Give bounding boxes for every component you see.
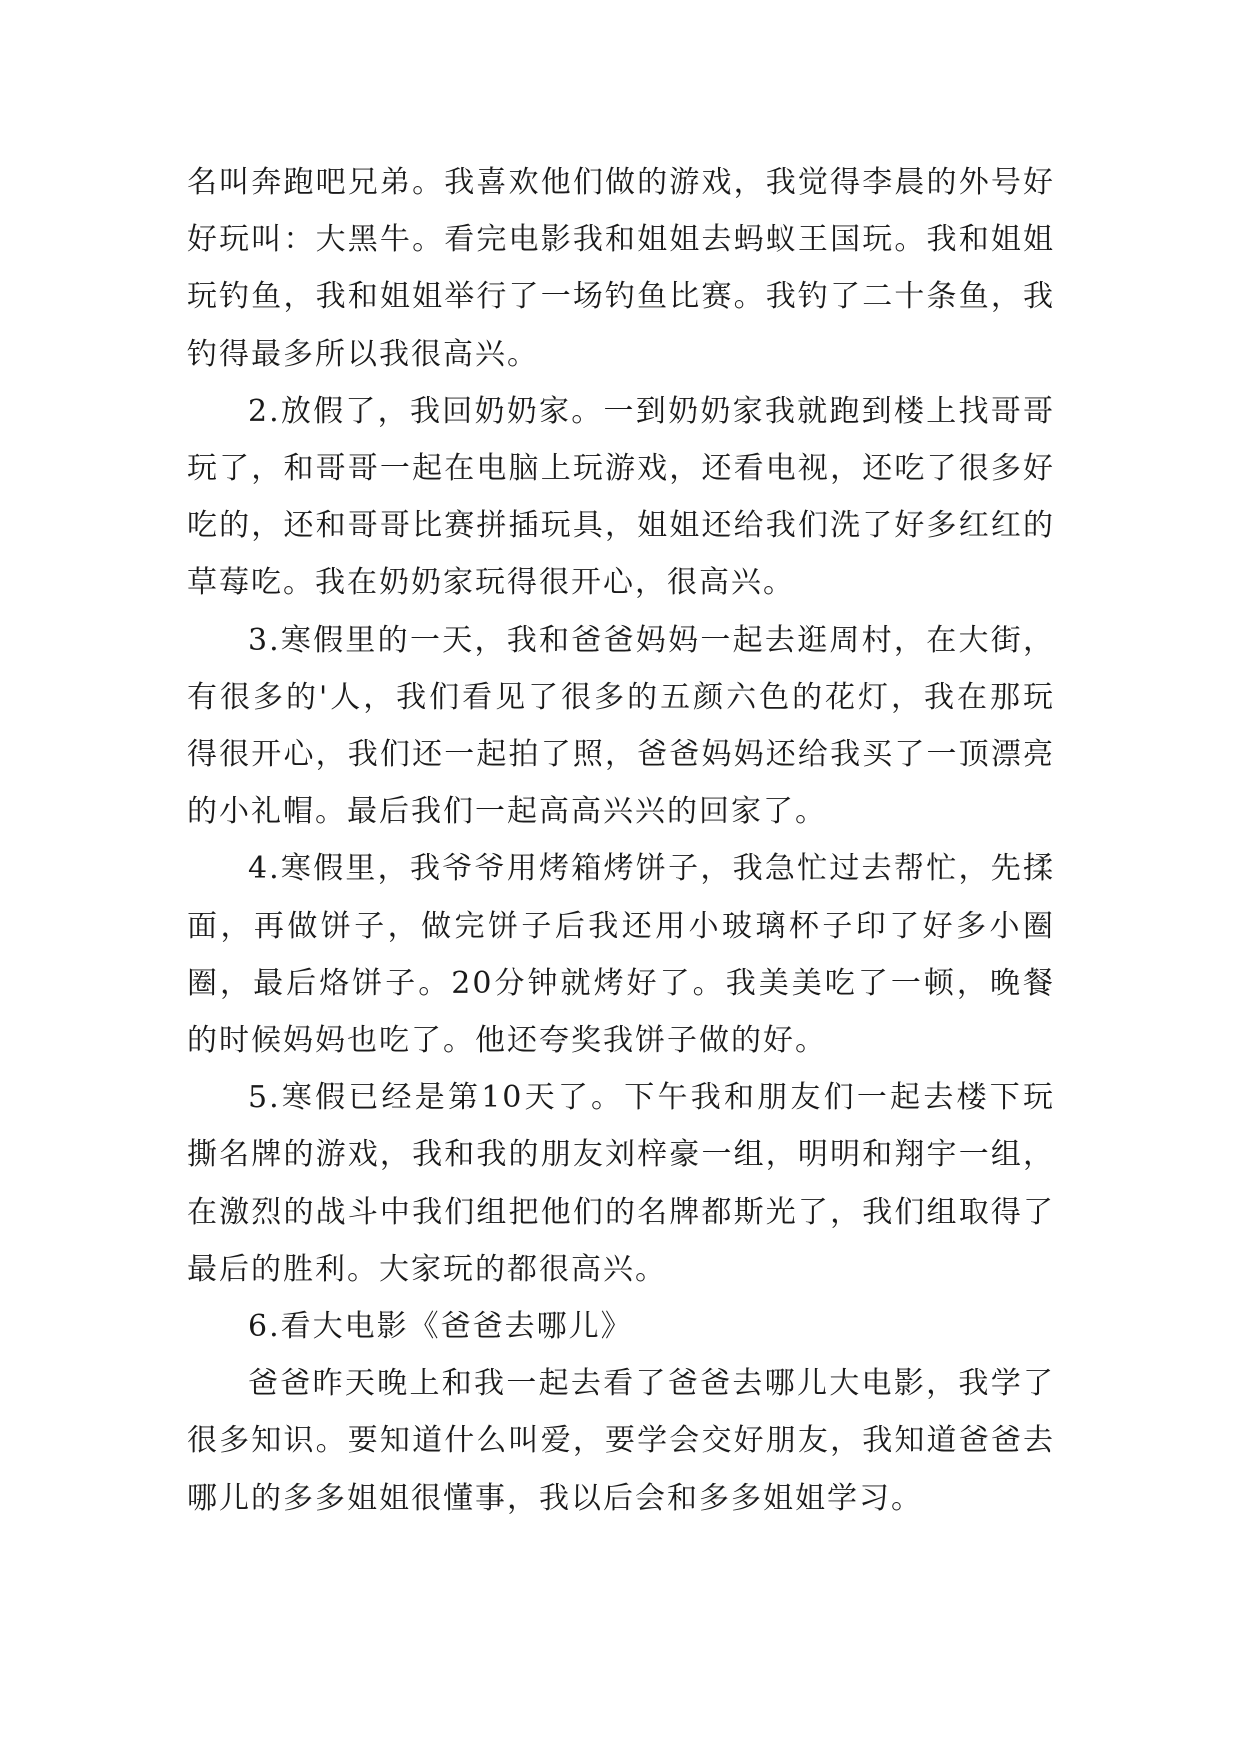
paragraph-item-4: 4.寒假里，我爷爷用烤箱烤饼子，我急忙过去帮忙，先揉面，再做饼子，做完饼子后我还用小玻璃杯子印了好多小圈圈，最后烙饼子。20分钟就烤好了。我美美吃了一顿，晚餐的时候妈妈也吃了。他还夸奖我饼子做的好。 — [187, 851, 1055, 1059]
paragraph-item-5: 5.寒假已经是第10天了。下午我和朋友们一起去楼下玩撕名牌的游戏，我和我的朋友刘梓豪一组，明明和翔宇一组，在激烈的战斗中我们组把他们的名牌都斯光了，我们组取得了最后的胜利。大家玩的都很高兴。 — [187, 1080, 1055, 1287]
paragraph-item-3: 3.寒假里的一天，我和爸爸妈妈一起去逛周村，在大街，有很多的'人，我们看见了很多的五颜六色的花灯，我在那玩得很开心，我们还一起拍了照，爸爸妈妈还给我买了一顶漂亮的小礼帽。最后我们一起高高兴兴的回家了。 — [187, 622, 1055, 830]
paragraph-item-6-body: 爸爸昨天晚上和我一起去看了爸爸去哪儿大电影，我学了很多知识。要知道什么叫爱，要学会交好朋友，我知道爸爸去哪儿的多多姐姐很懂事，我以后会和多多姐姐学习。 — [187, 1366, 1055, 1516]
document-body — [187, 154, 1055, 1527]
paragraph-item-6-heading: 6.看大电影《爸爸去哪儿》 — [248, 1309, 633, 1345]
paragraph-continuation: 名叫奔跑吧兄弟。我喜欢他们做的游戏，我觉得李晨的外号好好玩叫：大黑牛。看完电影我和姐姐去蚂蚁王国玩。我和姐姐玩钓鱼，我和姐姐举行了一场钓鱼比赛。我钓了二十条鱼，我钓得最多所以我很高兴。 — [187, 165, 1055, 372]
paragraph-item-2: 2.放假了，我回奶奶家。一到奶奶家我就跑到楼上找哥哥玩了，和哥哥一起在电脑上玩游戏，还看电视，还吃了很多好吃的，还和哥哥比赛拼插玩具，姐姐还给我们洗了好多红红的草莓吃。我在奶奶家玩得很开心，很高兴。 — [187, 393, 1055, 601]
